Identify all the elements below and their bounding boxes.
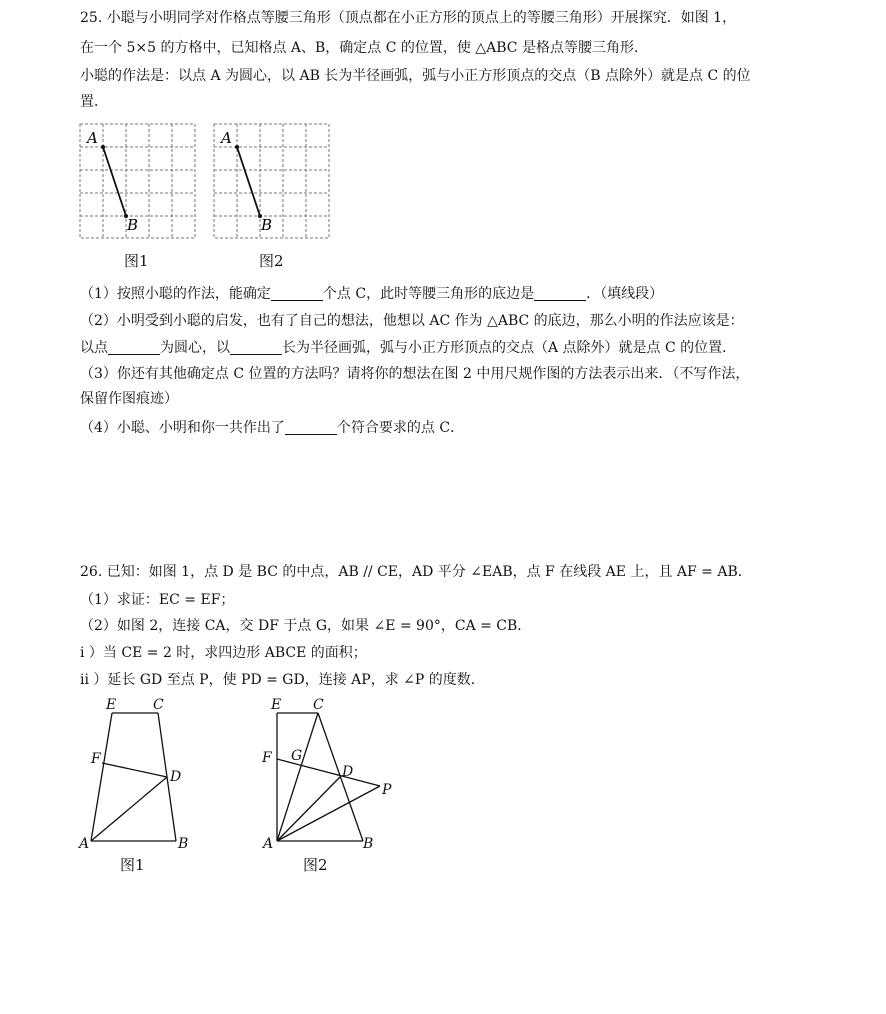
label-b: B (127, 216, 139, 234)
label-a: A (263, 836, 274, 852)
q25-fig2-caption: 图2 (259, 252, 284, 270)
point-a (235, 145, 239, 149)
q25-line-2: 在一个 5×5 的方格中，已知格点 A、B，确定点 C 的位置，使 △ABC 是格点等腰三角形． (80, 40, 648, 56)
q26-figure-2 (260, 694, 400, 854)
q26-figure-1 (76, 694, 206, 854)
label-a: A (221, 129, 232, 147)
q25-line-3: 小聪的作法是：以点 A 为圆心，以 AB 长为半径画弧，弧与小正方形顶点的交点（B 点除外）就是点 C 的位 (80, 68, 751, 84)
q25-figure-2 (210, 118, 336, 244)
label-b: B (261, 216, 273, 234)
label-g: G (291, 748, 303, 764)
q25-part-3-line-1: （3）你还有其他确定点 C 位置的方法吗？请将你的想法在图 2 中用尺规作图的方法表示出来．（不写作法， (80, 366, 750, 382)
q25-part-2-line-2: 以点 为圆心，以 长为半径画弧，弧与小正方形顶点的交点（A 点除外）就是点 C 的位置． (80, 340, 737, 356)
label-e: E (271, 697, 282, 713)
q25-line-4: 置． (80, 94, 108, 110)
label-d: D (342, 764, 354, 780)
label-f: F (262, 750, 272, 766)
segment-ab (103, 147, 126, 216)
q26-fig1-caption: 图1 (120, 856, 145, 874)
q25-fig1-caption: 图1 (124, 252, 149, 270)
q26-line-3: （2）如图 2，连接 CA，交 DF 于点 G，如果 ∠E = 90°，CA = CB． (80, 618, 532, 634)
point-a (101, 145, 105, 149)
label-b: B (363, 836, 374, 852)
label-p: P (382, 782, 392, 798)
q25-part-2-line-1: （2）小明受到小聪的启发，也有了自己的想法，他想以 AC 作为 △ABC 的底边，那么小明的作法应该是： (80, 313, 744, 329)
segment-ab (237, 147, 260, 216)
answer-blank[interactable] (230, 340, 282, 355)
answer-blank[interactable] (534, 286, 586, 301)
q25-figure-1 (76, 118, 202, 244)
label-c: C (153, 697, 164, 713)
q25-line-1: 25. 小聪与小明同学对作格点等腰三角形（顶点都在小正方形的顶点上的等腰三角形）开展探究．如图 1， (80, 10, 737, 26)
construction-lines (277, 713, 380, 841)
q26-fig2-caption: 图2 (303, 856, 328, 874)
label-d: D (170, 769, 182, 785)
label-a: A (79, 836, 90, 852)
q25-part-4: （4）小聪、小明和你一共作出了 个符合要求的点 C． (80, 420, 465, 436)
answer-blank[interactable] (285, 420, 337, 435)
q26-line-5: ii ）延长 GD 至点 P，使 PD = GD，连接 AP，求 ∠P 的度数． (80, 672, 485, 688)
label-b: B (178, 836, 189, 852)
q26-line-2: （1）求证：EC = EF； (80, 592, 235, 608)
q26-line-1: 26. 已知：如图 1，点 D 是 BC 的中点，AB // CE，AD 平分 ∠EAB，点 F 在线段 AE 上，且 AF = AB． (80, 564, 752, 580)
answer-blank[interactable] (108, 340, 160, 355)
label-f: F (91, 751, 101, 767)
q26-line-4: i ）当 CE = 2 时，求四边形 ABCE 的面积； (80, 645, 367, 661)
label-a: A (87, 129, 98, 147)
label-e: E (106, 697, 117, 713)
label-c: C (313, 697, 324, 713)
q25-part-1: （1）按照小聪的作法，能确定 个点 C，此时等腰三角形的底边是 ．（填线段） (80, 286, 664, 302)
q25-part-3-line-2: 保留作图痕迹） (80, 391, 178, 407)
answer-blank[interactable] (271, 286, 323, 301)
quadrilateral-lines (91, 713, 176, 841)
